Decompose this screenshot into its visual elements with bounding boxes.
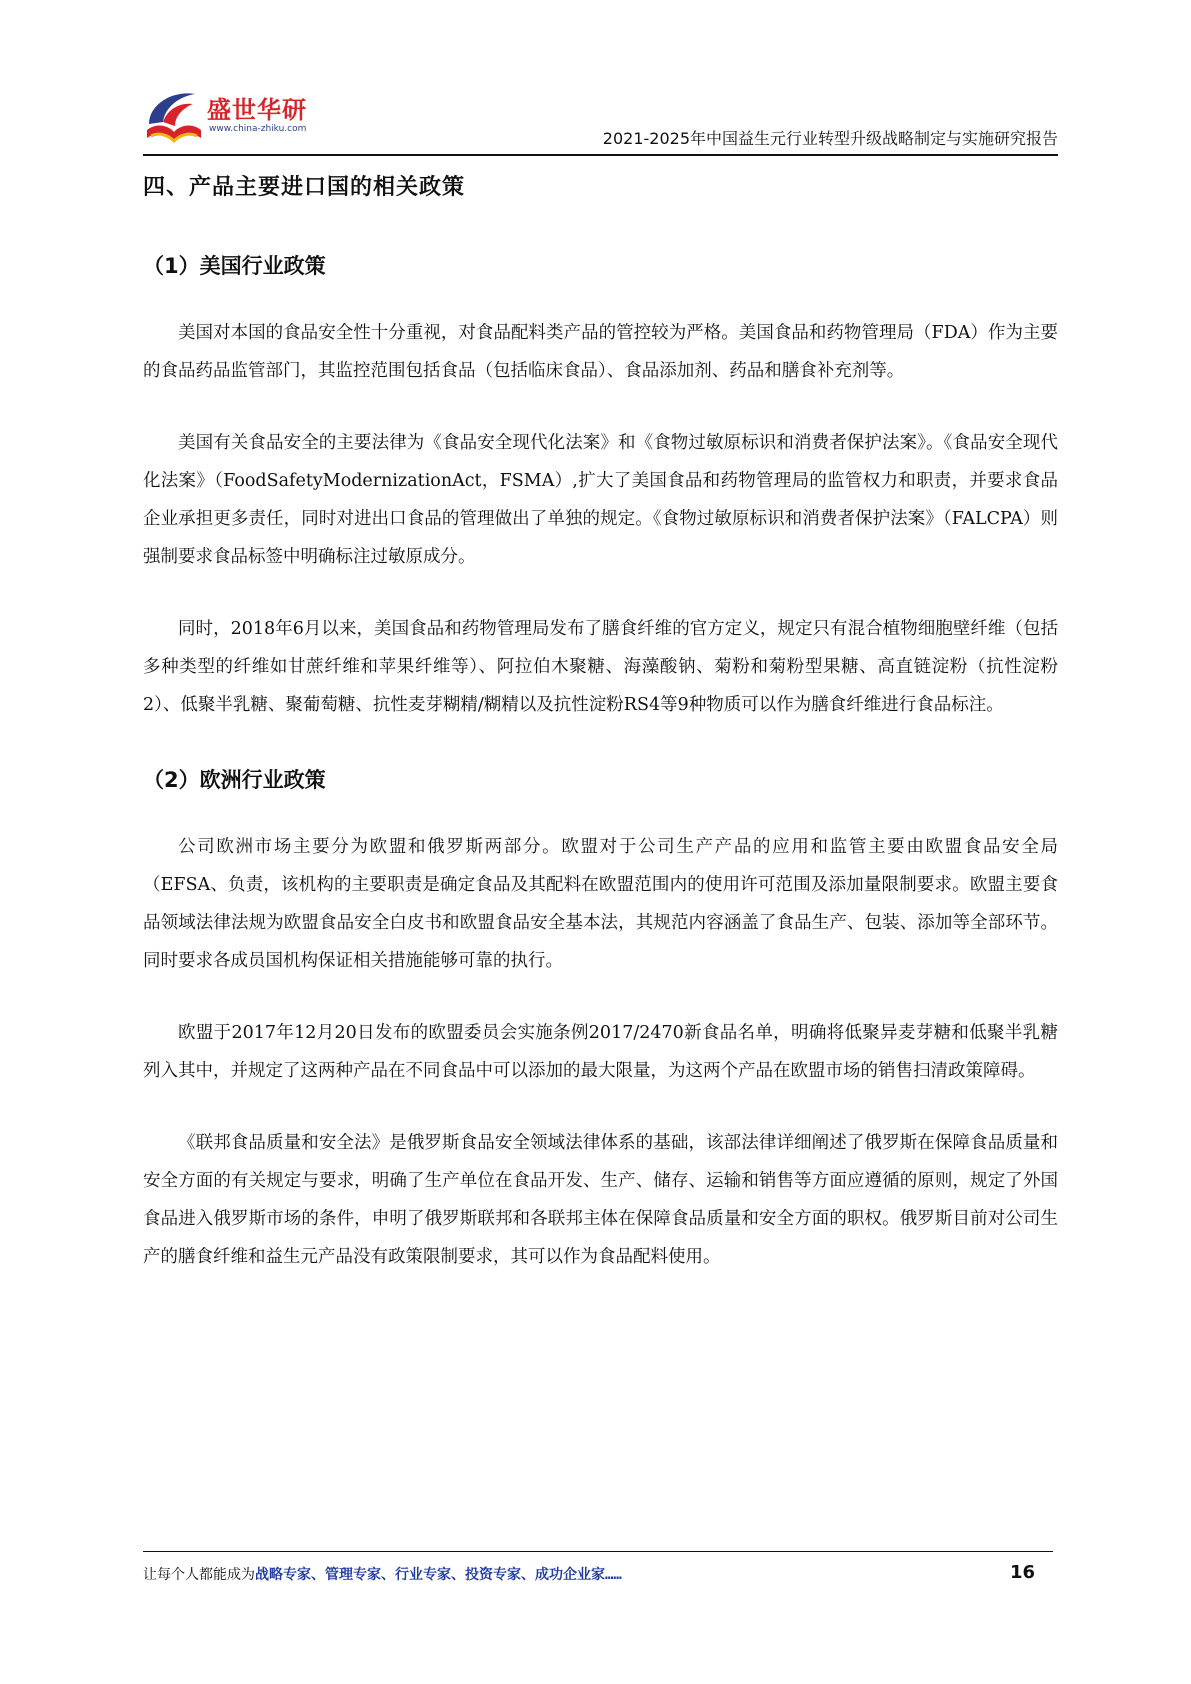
footer-slogan [143,1564,622,1584]
logo-emblem-icon [143,86,205,146]
paragraph: 美国对本国的食品安全性十分重视，对食品配料类产品的管控较为严格。美国食品和药物管理局（FDA）作为主要的食品药品监管部门，其监控范围包括食品（包括临床食品）、食品添加剂、药品和膳食补充剂等。 [143,323,1058,381]
page-footer [143,1560,1053,1590]
subsection-title-usa: （1）美国行业政策 [143,254,326,278]
logo-url: www.china-zhiku.com [209,124,307,134]
company-logo [143,86,323,150]
page-body [143,160,1058,1310]
paragraph: 《联邦食品质量和安全法》是俄罗斯食品安全领域法律体系的基础，该部法律详细阐述了俄罗斯在保障食品质量和安全方面的有关规定与要求，明确了生产单位在食品开发、生产、储存、运输和销售等方面应遵循的原则，规定了外国食品进入俄罗斯市场的条件，申明了俄罗斯联邦和各联邦主体在保障食品质量和安全方面的职权。俄罗斯目前对公司生产的膳食纤维和益生元产品没有政策限制要求，其可以作为食品配料使用。 [143,1133,1058,1267]
paragraph: 欧盟于2017年12月20日发布的欧盟委员会实施条例2017/2470新食品名单，明确将低聚异麦芽糖和低聚半乳糖列入其中，并规定了这两种产品在不同食品中可以添加的最大限量，为这两个产品在欧盟市场的销售扫清政策障碍。 [143,1023,1058,1081]
page-header [143,86,1058,158]
report-title: 2021-2025年中国益生元行业转型升级战略制定与实施研究报告 [602,129,1058,148]
slogan-prefix: 让每个人都能成为 [143,1567,255,1583]
paragraph: 公司欧洲市场主要分为欧盟和俄罗斯两部分。欧盟对于公司生产产品的应用和监管主要由欧盟食品安全局（EFSA、负责，该机构的主要职责是确定食品及其配料在欧盟范围内的使用许可范围及添加量限制要求。欧盟主要食品领域法律法规为欧盟食品安全白皮书和欧盟食品安全基本法，其规范内容涵盖了食品生产、包装、添加等全部环节。同时要求各成员国机构保证相关措施能够可靠的执行。 [143,837,1058,971]
subsection-title-europe: （2）欧洲行业政策 [143,768,326,792]
page-number: 16 [1009,1562,1035,1583]
paragraph: 美国有关食品安全的主要法律为《食品安全现代化法案》和《食物过敏原标识和消费者保护法案》。《食品安全现代化法案》（FoodSafetyModernizationAct，FSMA）,扩大了美国食品和药物管理局的监管权力和职责，并要求食品企业承担更多责任，同时对进出口食品的管理做出了单独的规定。《食物过敏原标识和消费者保护法案》（FALCPA）则强制要求食品标签中明确标注过敏原成分。 [143,433,1058,567]
section-title: 四、产品主要进口国的相关政策 [143,175,466,200]
logo-name: 盛世华研 [207,96,307,124]
footer-divider [143,1551,1053,1552]
paragraph: 同时，2018年6月以来，美国食品和药物管理局发布了膳食纤维的官方定义，规定只有混合植物细胞壁纤维（包括多种类型的纤维如甘蔗纤维和苹果纤维等）、阿拉伯木聚糖、海藻酸钠、菊粉和菊粉型果糖、高直链淀粉（抗性淀粉2）、低聚半乳糖、聚葡萄糖、抗性麦芽糊精/糊精以及抗性淀粉RS4等9种物质可以作为膳食纤维进行食品标注。 [143,619,1058,715]
slogan-highlight: 战略专家、管理专家、行业专家、投资专家、成功企业家…… [255,1567,622,1583]
header-divider [143,154,1058,156]
